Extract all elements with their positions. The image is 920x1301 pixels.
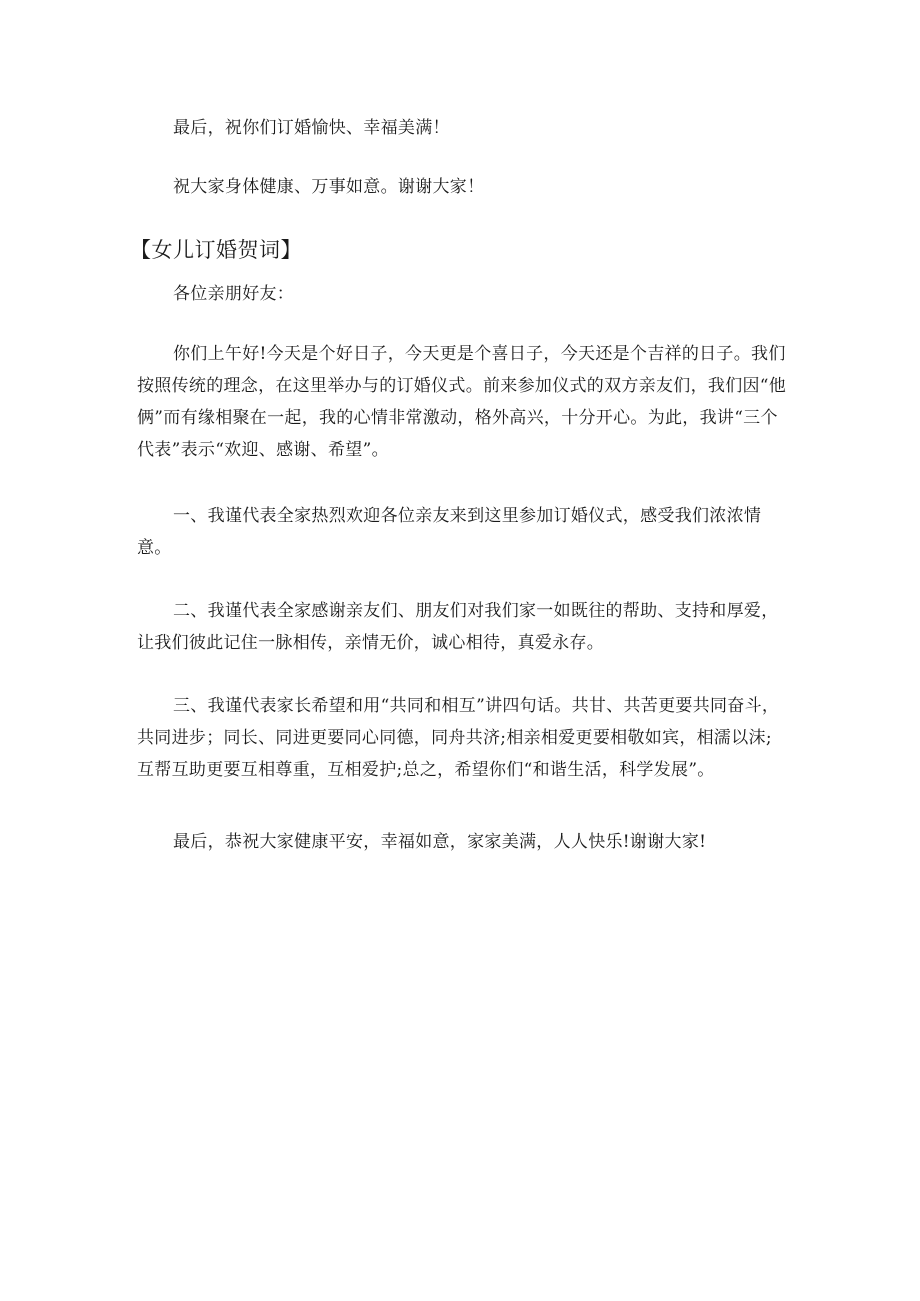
opening-paragraph: 你们上午好!今天是个好日子，今天更是个喜日子，今天还是个吉祥的日子。我们按照传统的理念，在这里举办与的订婚仪式。前来参加仪式的双方亲友们，我们因“他俩”而有缘相聚在一起，我的心情非常激动，格外高兴，十分开心。为此，我讲“三个代表”表示“欢迎、感谢、希望”。 xyxy=(137,344,787,460)
greeting-paragraph: 各位亲朋好友： xyxy=(173,284,295,304)
point-three-paragraph: 三、我谨代表家长希望和用“共同和相互”讲四句话。共甘、共苦更要共同奋斗，共同进步；同长、同进更要同心同德，同舟共济;相亲相爱更要相敬如宾，相濡以沫;互帮互助更要互相尊重，互相爱护;总之，希望你们“和谐生活，科学发展”。 xyxy=(137,696,780,780)
section-title: 【女儿订婚贺词】 xyxy=(130,238,302,262)
final-blessing-paragraph: 最后，恭祝大家健康平安，幸福如意，家家美满，人人快乐!谢谢大家! xyxy=(173,832,707,852)
point-two-paragraph: 二、我谨代表全家感谢亲友们、朋友们对我们家一如既往的帮助、支持和厚爱，让我们彼此记住一脉相传，亲情无价，诚心相待，真爱永存。 xyxy=(137,601,779,653)
closing-wish-paragraph: 最后，祝你们订婚愉快、幸福美满！ xyxy=(173,118,450,138)
point-one-paragraph: 一、我谨代表全家热烈欢迎各位亲友来到这里参加订婚仪式，感受我们浓浓情意。 xyxy=(137,506,762,558)
thanks-paragraph: 祝大家身体健康、万事如意。谢谢大家！ xyxy=(173,177,485,197)
